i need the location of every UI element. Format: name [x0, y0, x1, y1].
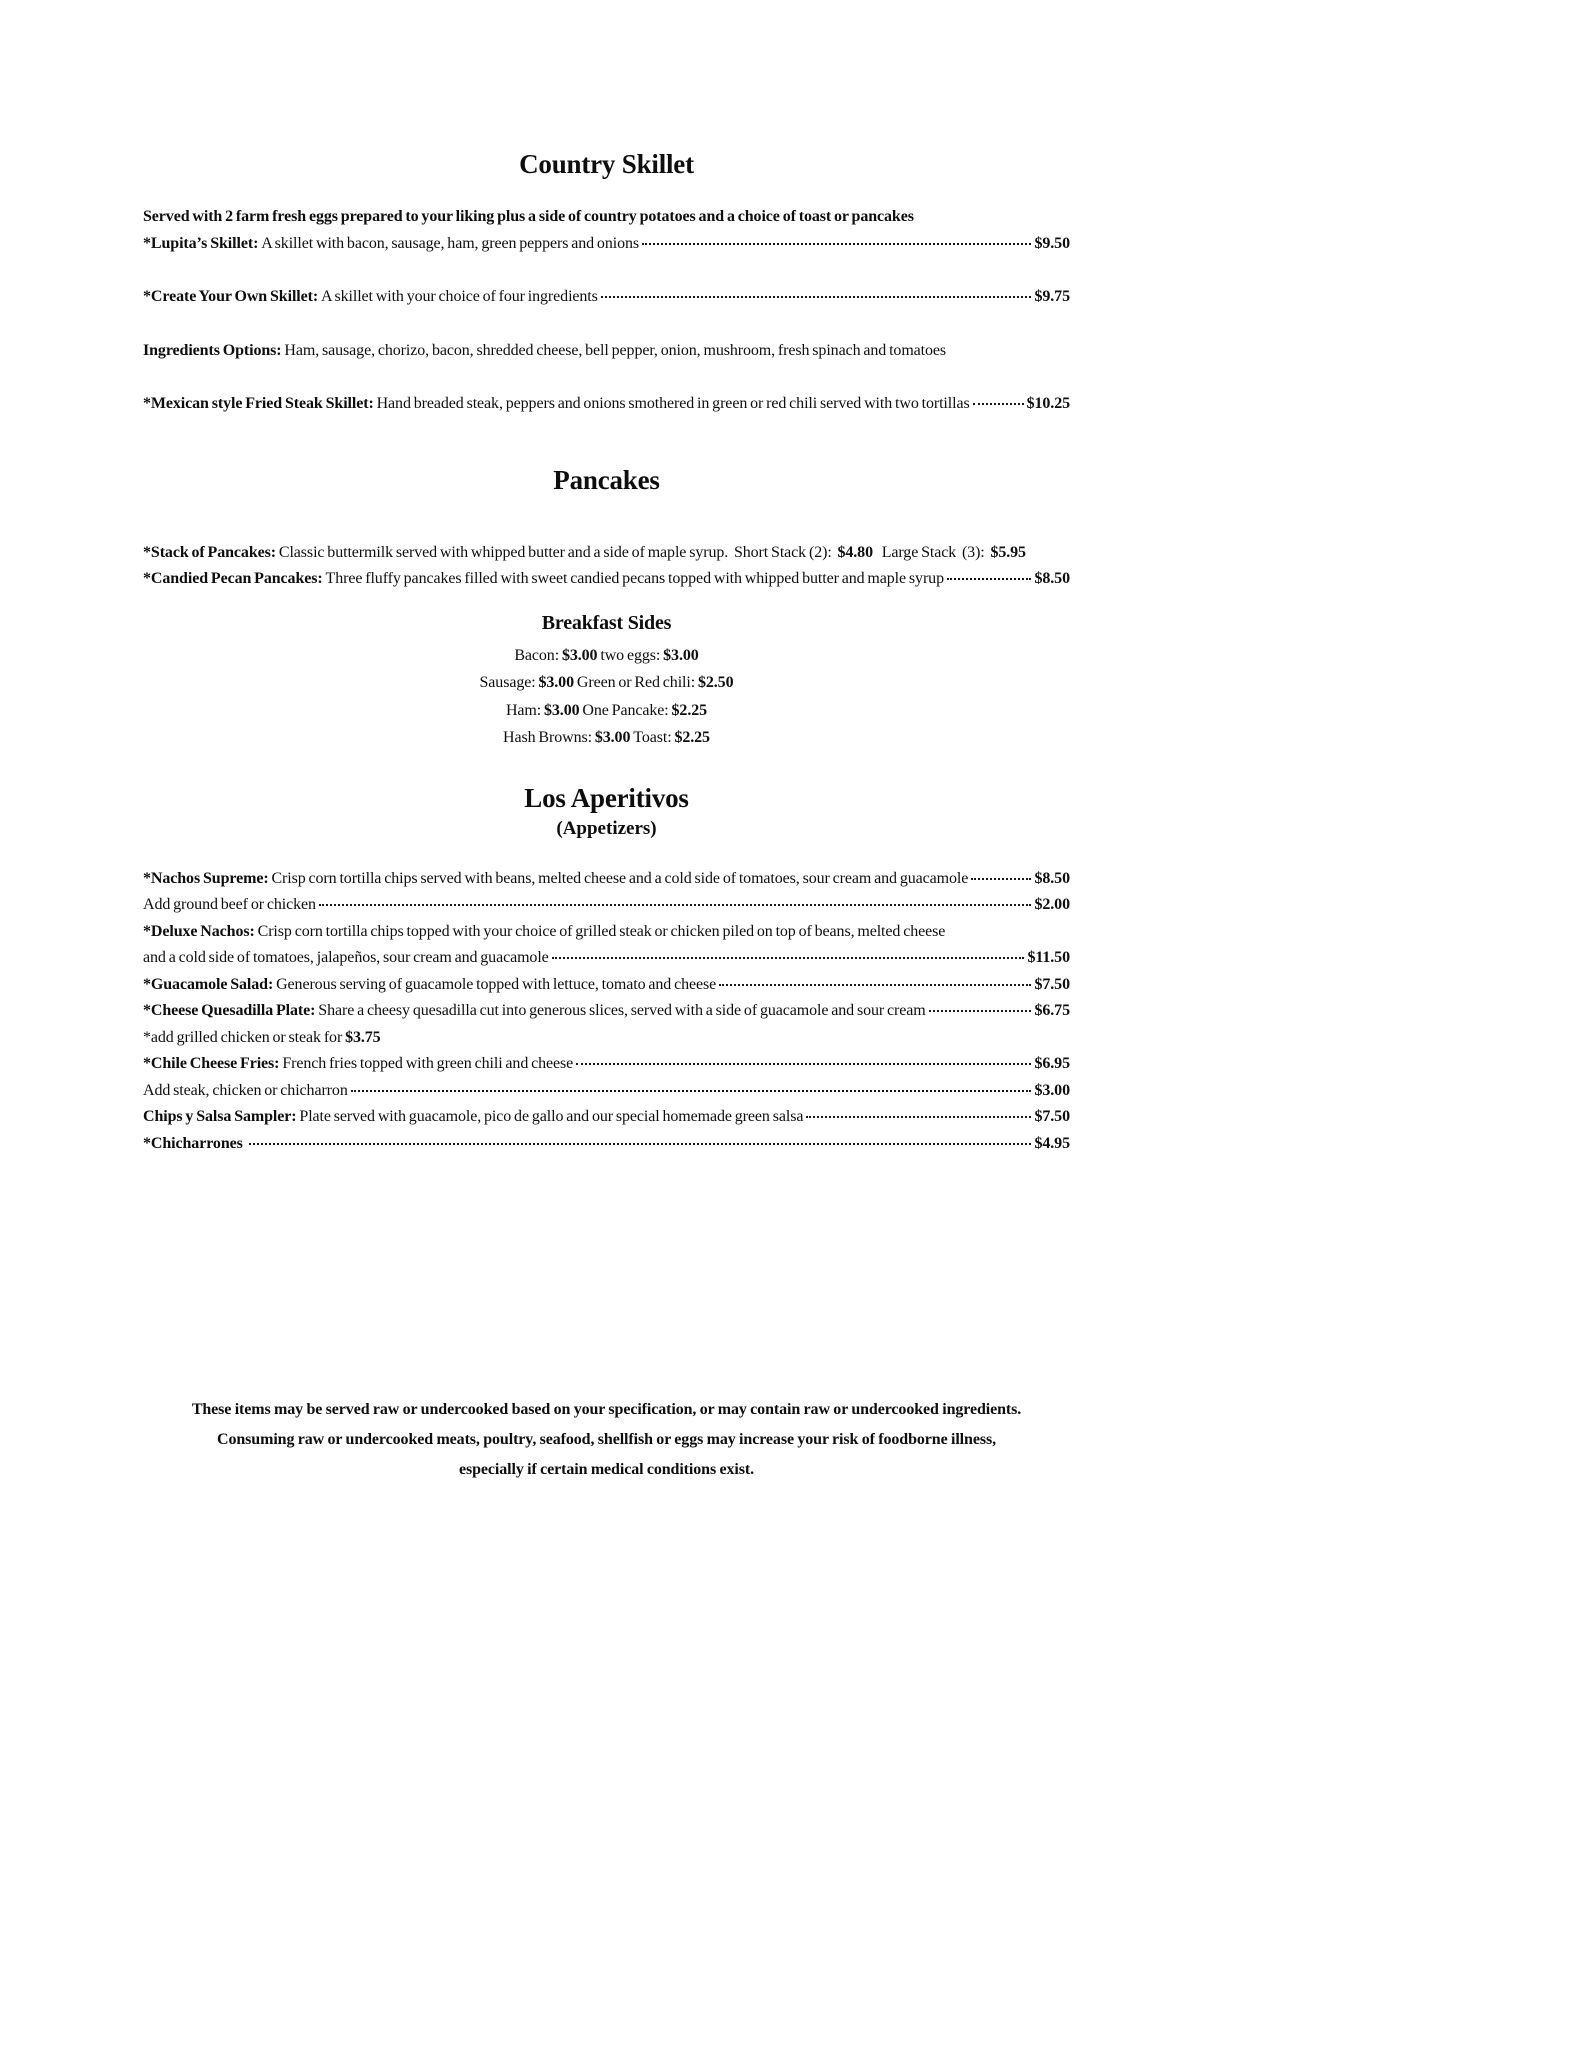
menu-text: Crisp corn tortilla chips served with beans, melted cheese and a cold side of tomatoes, sour cream and guacamole [271, 869, 969, 887]
item-chicharrones [143, 1131, 1070, 1158]
price: $4.95 [1034, 1134, 1070, 1152]
section-subtitle-los-aperitivos: (Appetizers) [556, 817, 657, 839]
price: $8.50 [1034, 570, 1070, 587]
item-nachos-supreme [143, 866, 1070, 893]
item-guacamole-salad [143, 972, 1070, 999]
dot-leader [351, 1090, 1032, 1092]
side-ham-pancake [143, 697, 1070, 725]
price: $10.25 [1026, 395, 1070, 412]
side-hashbrowns-toast [143, 724, 1070, 752]
item-create-your-own-skillet [143, 284, 1070, 311]
menu-text: $3.00 [544, 701, 580, 719]
menu-text: *Candied Pecan Pancakes: [143, 570, 326, 587]
menu-text: $3.75 [345, 1028, 381, 1046]
dot-leader [973, 403, 1024, 405]
menu-text: Large Stack (3): [872, 543, 991, 561]
menu-text: Chips y Salsa Sampler: [143, 1108, 300, 1125]
menu-text: Add ground beef or chicken [143, 896, 316, 913]
item-mexican-fried-steak-skillet [143, 391, 1070, 418]
menu-text: *Stack of Pancakes: [143, 543, 279, 561]
menu-text: Plate served with guacamole, pico de gallo and our special homemade green salsa [299, 1108, 804, 1125]
menu-text: Bacon: [514, 646, 562, 664]
menu-text: Crisp corn tortilla chips topped with your choice of grilled steak or chicken piled on top of beans, melted cheese [257, 922, 946, 940]
menu-text: Green or Red chili: [574, 674, 698, 691]
menu-text: A skillet with bacon, sausage, ham, green peppers and onions [261, 234, 640, 252]
dot-leader [249, 1143, 1032, 1145]
section-title-los-aperitivos: Los Aperitivos [524, 782, 689, 813]
section-los-aperitivos [143, 782, 1070, 1158]
menu-text: Add steak, chicken or chicharron [143, 1081, 348, 1099]
menu-text: $3.00 [594, 729, 631, 746]
menu-text: *add grilled chicken or steak for [143, 1028, 346, 1046]
menu-text: $3.00 [561, 646, 598, 664]
disclaimer-line: Consuming raw or undercooked meats, poultry, seafood, shellfish or eggs may increase your risk of foodborne illness, [217, 1431, 996, 1448]
menu-text: and a cold side of tomatoes, jalapeños, sour cream and guacamole [143, 949, 549, 966]
item-add-steak-chicken-chicharron [143, 1078, 1070, 1105]
menu-text: Toast: [630, 729, 675, 746]
menu-text: Hand breaded steak, peppers and onions smothered in green or red chili served with two tortillas [376, 395, 970, 412]
section-pancakes [143, 464, 1070, 593]
item-cheese-quesadilla-plate [143, 998, 1070, 1025]
section-country-skillet [143, 148, 1070, 418]
menu-text: $2.25 [671, 701, 708, 719]
menu-text: Hash Browns: [503, 729, 595, 746]
menu-text: $3.00 [663, 646, 699, 664]
menu-text: *Guacamole Salad: [143, 975, 277, 993]
menu-text: Ham: [505, 701, 544, 719]
side-sausage-chili [143, 669, 1070, 697]
price: $9.50 [1034, 234, 1070, 252]
item-candied-pecan-pancakes [143, 566, 1070, 593]
price: $9.75 [1034, 288, 1070, 305]
disclaimer-line: especially if certain medical conditions exist. [459, 1461, 754, 1478]
menu-text: *Chile Cheese Fries: [143, 1055, 283, 1072]
menu-text: One Pancake: [579, 701, 672, 719]
menu-text: *Lupita’s Skillet: [143, 234, 262, 252]
menu-text: A skillet with your choice of four ingredients [321, 288, 598, 305]
item-deluxe-nachos-line2 [143, 945, 1070, 972]
section-title-pancakes: Pancakes [553, 464, 660, 495]
menu-text: Ingredients Options: [143, 341, 285, 359]
menu-content [143, 148, 1070, 1485]
menu-text: Ham, sausage, chorizo, bacon, shredded cheese, bell pepper, onion, mushroom, fresh spinach and tomatoes [284, 341, 947, 359]
menu-text: two eggs: [597, 646, 664, 664]
menu-text: Served with 2 farm fresh eggs prepared to your liking plus a side of country potatoes and a choice of toast or pancakes [143, 208, 914, 225]
menu-text: $4.80 [837, 543, 873, 561]
price: $11.50 [1027, 949, 1070, 966]
item-add-ground-beef-or-chicken [143, 892, 1070, 919]
item-lupitas-skillet [143, 231, 1070, 258]
price: $2.00 [1034, 896, 1070, 913]
menu-text: *Nachos Supreme: [143, 869, 272, 887]
price: $6.75 [1034, 1002, 1070, 1019]
item-chile-cheese-fries [143, 1051, 1070, 1078]
dot-leader [719, 984, 1031, 986]
menu-text: $2.25 [674, 729, 710, 746]
dot-leader [971, 878, 1031, 880]
dot-leader [642, 243, 1031, 245]
dot-leader [601, 296, 1032, 298]
menu-text: Three fluffy pancakes filled with sweet candied pecans topped with whipped butter and maple syrup [325, 570, 944, 587]
menu-text: Classic buttermilk served with whipped butter and a side of maple syrup. Short Stack (2): [278, 543, 838, 561]
menu-text: *Create Your Own Skillet: [143, 288, 321, 305]
menu-text: Share a cheesy quesadilla cut into generous slices, served with a side of guacamole and sour cream [318, 1002, 926, 1019]
dot-leader [947, 578, 1032, 580]
disclaimer-line: These items may be served raw or undercooked based on your specification, or may contain raw or undercooked ingredients. [191, 1401, 1022, 1418]
disclaimer [143, 1395, 1070, 1485]
price: $7.50 [1034, 975, 1070, 993]
intro-country-skillet [143, 204, 1070, 231]
item-add-grilled-chicken-or-steak [143, 1025, 1070, 1052]
menu-text: French fries topped with green chili and cheese [282, 1055, 574, 1072]
dot-leader [929, 1010, 1032, 1012]
price: $6.95 [1034, 1055, 1070, 1072]
price: $3.00 [1034, 1081, 1070, 1099]
item-deluxe-nachos-line1 [143, 919, 1070, 946]
dot-leader [806, 1116, 1031, 1118]
menu-text: $5.95 [990, 543, 1026, 561]
item-stack-of-pancakes [143, 540, 1070, 567]
section-breakfast-sides [143, 607, 1070, 752]
item-ingredients-options [143, 338, 1070, 365]
menu-text: *Deluxe Nachos: [143, 922, 258, 940]
menu-text: Sausage: [479, 674, 539, 691]
menu-text: *Mexican style Fried Steak Skillet: [143, 395, 377, 412]
menu-text: $3.00 [538, 674, 574, 691]
menu-text: Generous serving of guacamole topped with lettuce, tomato and cheese [276, 975, 717, 993]
section-title-breakfast-sides: Breakfast Sides [541, 611, 672, 634]
item-chips-y-salsa-sampler [143, 1104, 1070, 1131]
price: $7.50 [1034, 1108, 1070, 1125]
price: $8.50 [1034, 869, 1070, 887]
side-bacon-eggs [143, 642, 1070, 670]
menu-text: $2.50 [697, 674, 734, 691]
dot-leader [319, 904, 1032, 906]
dot-leader [576, 1063, 1031, 1065]
dot-leader [552, 957, 1025, 959]
menu-text: *Cheese Quesadilla Plate: [143, 1002, 319, 1019]
section-title-country-skillet: Country Skillet [519, 149, 694, 179]
menu-text: *Chicharrones [143, 1134, 246, 1152]
